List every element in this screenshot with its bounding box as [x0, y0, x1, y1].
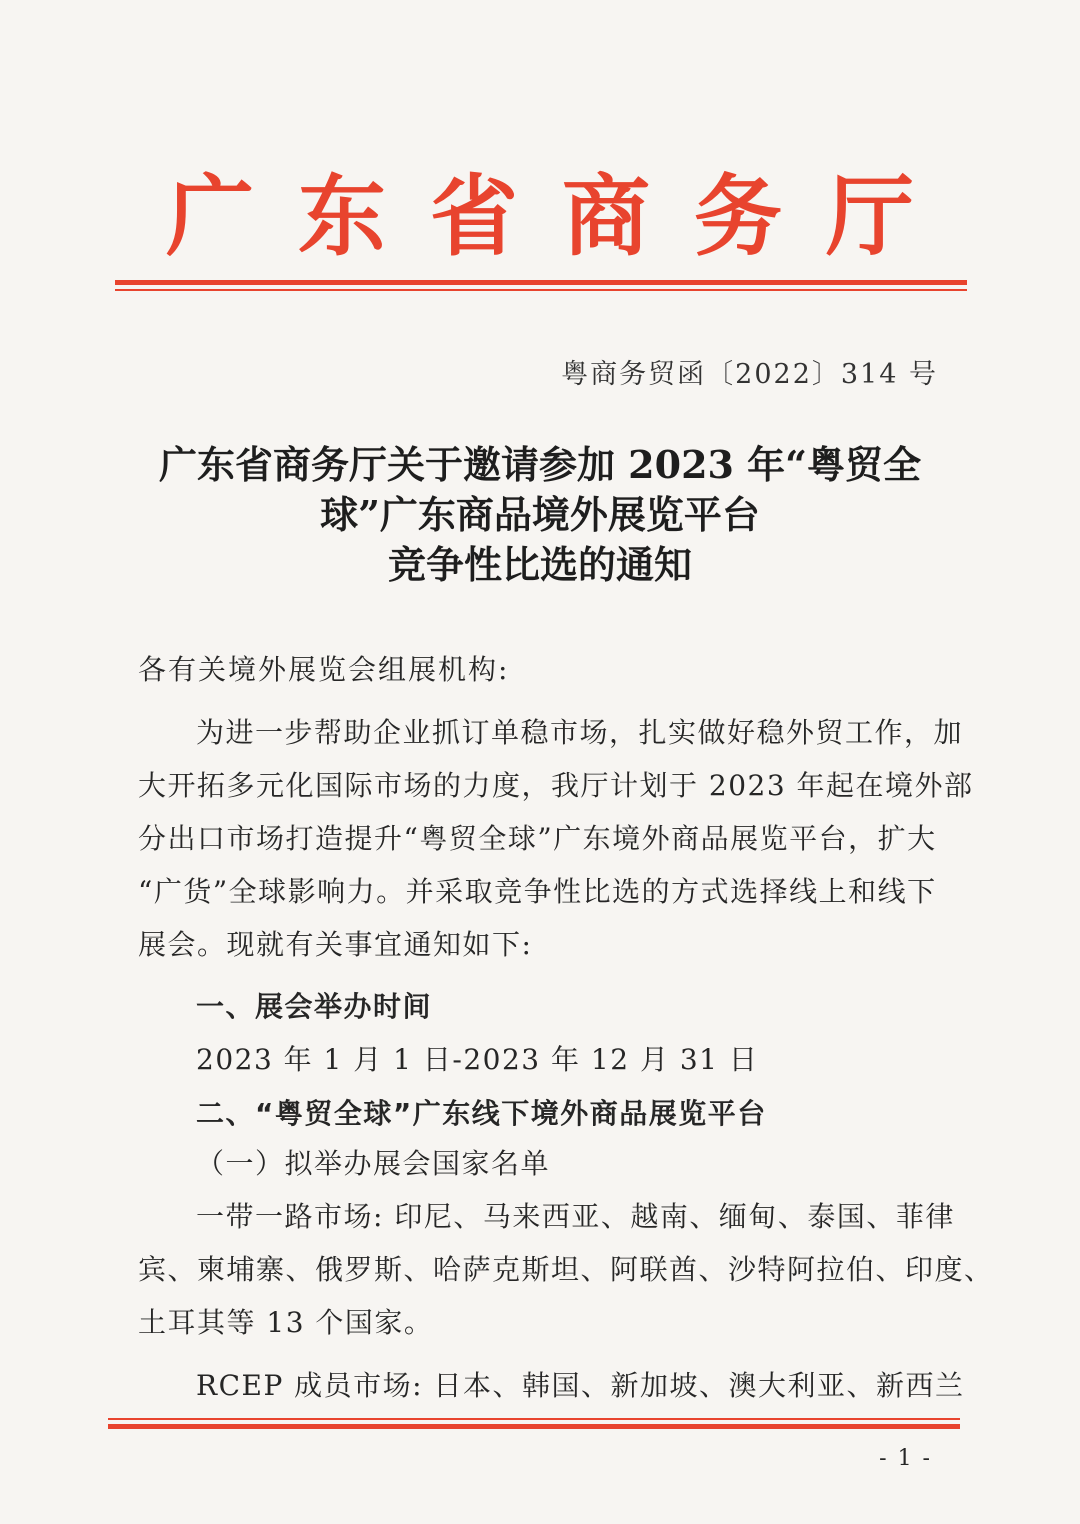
salutation: 各有关境外展览会组展机构:	[138, 653, 510, 686]
title-line: 球”广东商品境外展览平台	[320, 492, 760, 537]
paragraph-line: 宾、柬埔寨、俄罗斯、哈萨克斯坦、阿联酋、沙特阿拉伯、印度、	[138, 1253, 994, 1286]
masthead-rule	[115, 280, 967, 291]
rule-thick	[115, 280, 967, 285]
page-number: - 1 -	[879, 1446, 932, 1471]
paragraph-line: 分出口市场打造提升“粤贸全球”广东境外商品展览平台，扩大	[138, 822, 937, 855]
paragraph-line: 土耳其等 13 个国家。	[138, 1306, 434, 1339]
paragraph-line: 为进一步帮助企业抓订单稳市场，扎实做好稳外贸工作，加	[196, 716, 964, 749]
rule-thin	[115, 289, 967, 291]
exhibition-dates: 2023 年 1 月 1 日-2023 年 12 月 31 日	[196, 1043, 759, 1076]
title-line: 竞争性比选的通知	[387, 542, 692, 587]
paragraph-line: 展会。现就有关事宜通知如下:	[138, 928, 533, 961]
belt-road-paragraph	[138, 1190, 994, 1349]
section-heading: 一、展会举办时间	[196, 990, 433, 1023]
masthead-char: 商	[561, 164, 650, 268]
footer-rule	[108, 1418, 960, 1429]
masthead-char: 省	[429, 164, 518, 268]
sub-heading: （一）拟举办展会国家名单	[196, 1147, 551, 1180]
intro-paragraph	[138, 706, 974, 971]
masthead-char: 厅	[825, 164, 914, 268]
paragraph-line: “广货”全球影响力。并采取竞争性比选的方式选择线上和线下	[138, 875, 937, 908]
rule-thin	[108, 1418, 960, 1420]
title-line: 广东省商务厅关于邀请参加 2023 年“粤贸全	[158, 442, 922, 487]
rule-thick	[108, 1424, 960, 1429]
document-number: 粤商务贸函〔2022〕314 号	[561, 359, 938, 390]
rcep-line: RCEP 成员市场: 日本、韩国、新加坡、澳大利亚、新西兰	[196, 1369, 965, 1402]
masthead-char: 广	[165, 164, 254, 268]
masthead-char: 务	[693, 164, 782, 268]
masthead-char: 东	[297, 164, 386, 268]
document-title	[120, 440, 960, 590]
masthead	[160, 160, 920, 268]
section-heading: 二、“粤贸全球”广东线下境外商品展览平台	[196, 1097, 767, 1130]
paragraph-line: 一带一路市场: 印尼、马来西亚、越南、缅甸、泰国、菲律	[196, 1200, 955, 1233]
paragraph-line: 大开拓多元化国际市场的力度，我厅计划于 2023 年起在境外部	[138, 769, 974, 802]
